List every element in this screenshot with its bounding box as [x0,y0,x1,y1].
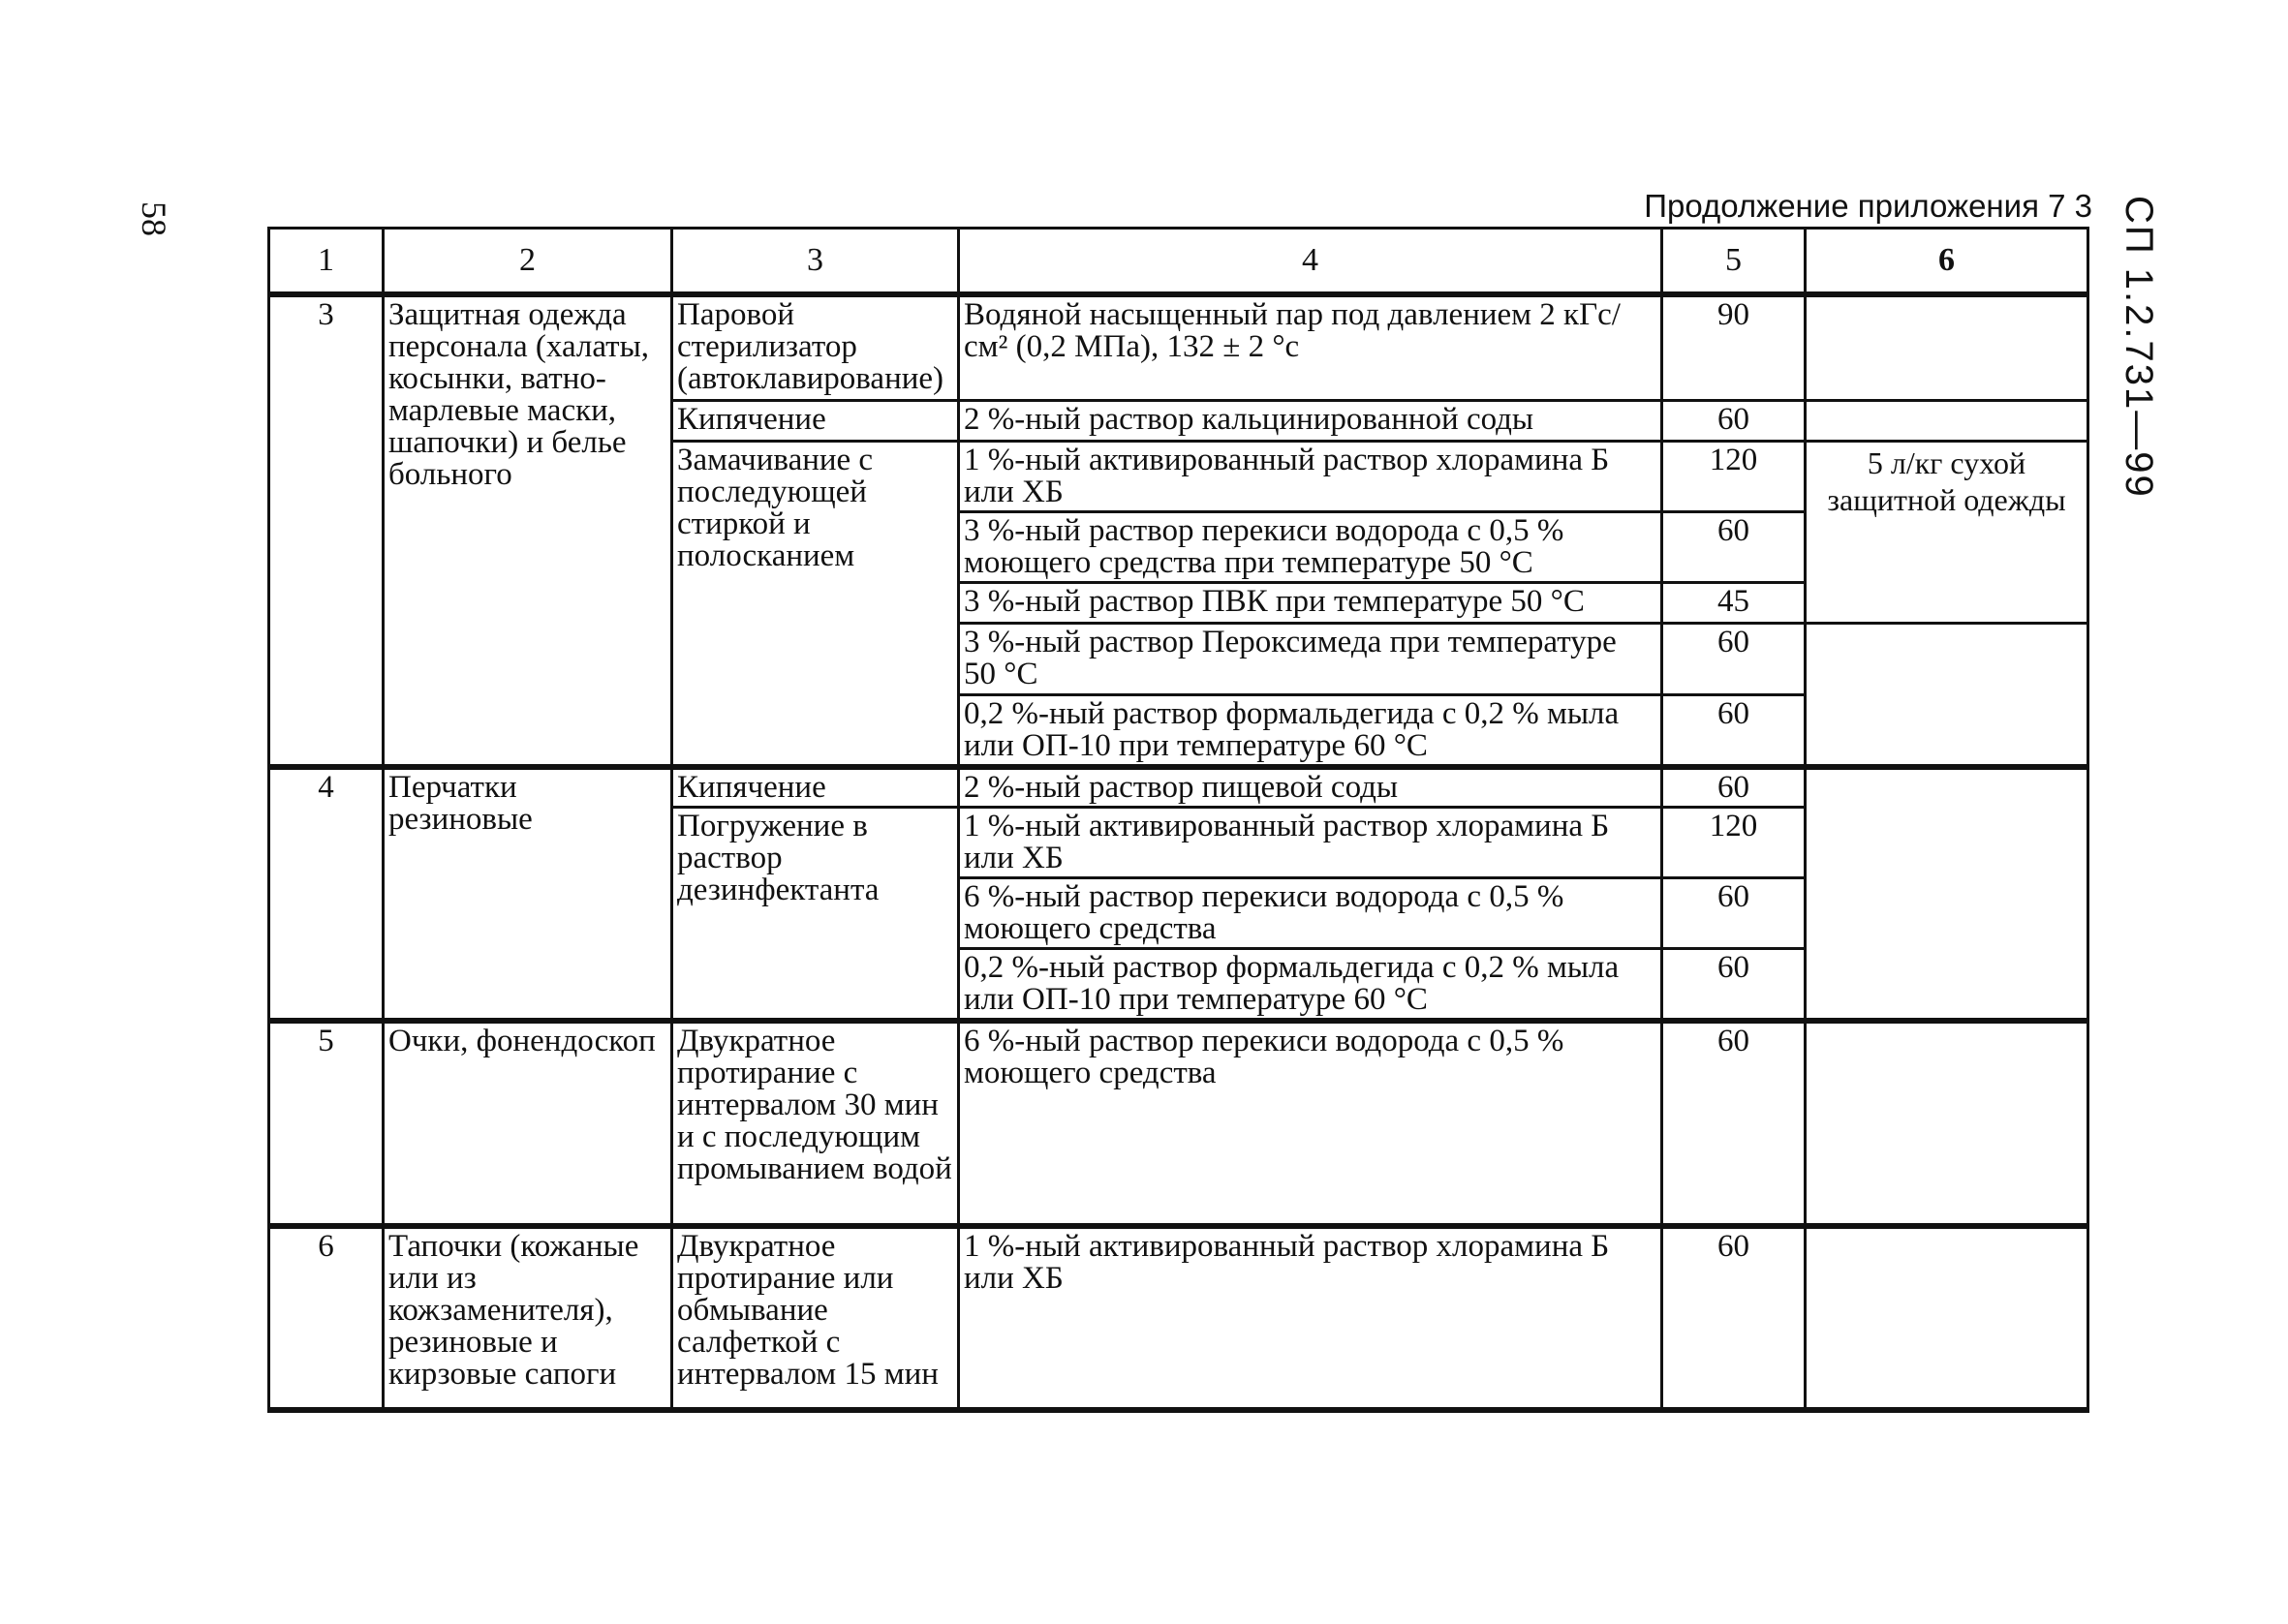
table-row [269,1021,2088,1226]
table-caption: Продолжение приложения 7 3 [1644,188,2092,224]
time-cell: 60 [1662,1021,1806,1226]
header-cell: 5 [1662,229,1806,295]
time-cell: 120 [1662,441,1806,511]
agent-cell: 1 %-ный активированный раствор хлорамина Б или ХБ [959,808,1662,878]
agent-cell: 6 %-ный раствор перекиси водорода с 0,5 % моющего средства [959,1021,1662,1226]
time-cell: 60 [1662,878,1806,949]
time-cell: 60 [1662,767,1806,808]
time-cell: 60 [1662,694,1806,767]
time-cell: 60 [1662,400,1806,441]
table-row [269,1226,2088,1410]
disinfection-table [267,227,2089,1413]
row-number: 5 [269,1021,384,1226]
page-number: 58 [135,201,173,236]
agent-cell: Водяной насыщенный пар под давлением 2 кГс/см² (0,2 МПа), 132 ± 2 °с [959,294,1662,400]
time-cell: 60 [1662,623,1806,694]
method-cell: Кипячение [672,400,959,441]
method-cell: Замачивание с последующей стиркой и полосканием [672,441,959,767]
table-row [269,767,2088,808]
method-cell: Двукратное протирание с интервалом 30 мин и с последующим промыванием водой [672,1021,959,1226]
row-number: 4 [269,767,384,1022]
header-cell: 4 [959,229,1662,295]
method-cell: Кипячение [672,767,959,808]
time-cell: 60 [1662,1226,1806,1410]
object-cell: Защитная одежда персонала (халаты, косынки, ватно-марлевые маски, шапочки) и белье больного [384,294,672,767]
header-cell: 1 [269,229,384,295]
object-cell: Тапочки (кожаные или из кожзаменителя), резиновые и кирзовые сапоги [384,1226,672,1410]
object-cell: Очки, фонендоскоп [384,1021,672,1226]
row-number: 3 [269,294,384,767]
note-cell: 5 л/кг сухой защитной одежды [1806,441,2088,623]
note-cell [1806,767,2088,1022]
agent-cell: 0,2 %-ный раствор формальдегида с 0,2 % мыла или ОП-10 при температуре 60 °С [959,694,1662,767]
agent-cell: 3 %-ный раствор перекиси водорода с 0,5 % моющего средства при температуре 50 °С [959,511,1662,582]
agent-cell: 0,2 %-ный раствор формальдегида с 0,2 % мыла или ОП-10 при температуре 60 °С [959,949,1662,1022]
method-cell: Погружение в раствор дезинфектанта [672,808,959,1022]
note-cell [1806,1226,2088,1410]
document-code: СП 1.2.731—99 [2118,196,2160,499]
note-cell [1806,294,2088,400]
time-cell: 45 [1662,582,1806,623]
note-cell [1806,400,2088,441]
agent-cell: 3 %-ный раствор Пероксимеда при температуре 50 °С [959,623,1662,694]
header-row [269,229,2088,295]
agent-cell: 6 %-ный раствор перекиси водорода с 0,5 % моющего средства [959,878,1662,949]
agent-cell: 3 %-ный раствор ПВК при температуре 50 °С [959,582,1662,623]
header-cell: 3 [672,229,959,295]
method-cell: Двукратное протирание или обмывание салфеткой с интервалом 15 мин [672,1226,959,1410]
time-cell: 60 [1662,511,1806,582]
header-cell: 2 [384,229,672,295]
time-cell: 90 [1662,294,1806,400]
method-cell: Паровой стерилизатор (автоклавирование) [672,294,959,400]
agent-cell: 1 %-ный активированный раствор хлорамина Б или ХБ [959,441,1662,511]
time-cell: 120 [1662,808,1806,878]
note-cell [1806,1021,2088,1226]
note-cell [1806,623,2088,767]
agent-cell: 2 %-ный раствор пищевой соды [959,767,1662,808]
agent-cell: 1 %-ный активированный раствор хлорамина Б или ХБ [959,1226,1662,1410]
header-cell: 6 [1806,229,2088,295]
object-cell: Перчатки резиновые [384,767,672,1022]
time-cell: 60 [1662,949,1806,1022]
table-row [269,294,2088,400]
agent-cell: 2 %-ный раствор кальцинированной соды [959,400,1662,441]
row-number: 6 [269,1226,384,1410]
